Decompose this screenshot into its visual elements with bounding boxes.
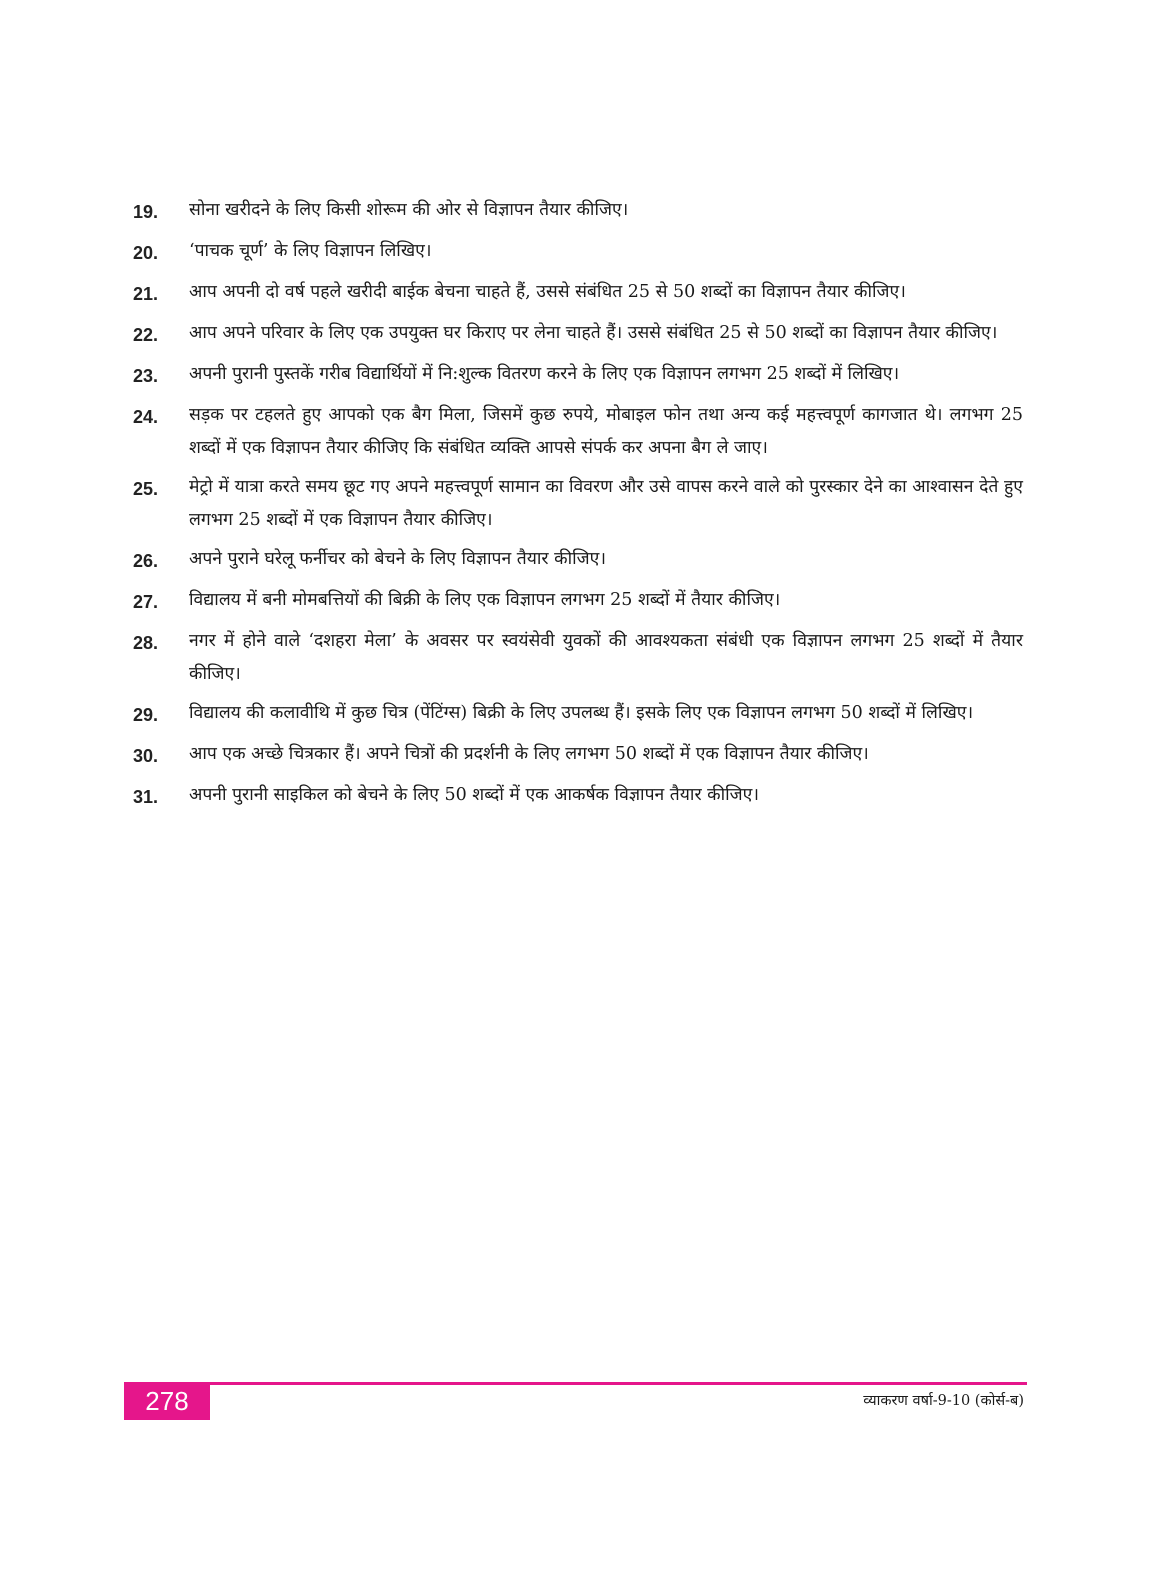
question-item: [133, 471, 1023, 537]
question-item: [133, 276, 1023, 311]
question-number: 26.: [133, 551, 159, 571]
question-text: सोना खरीदने के लिए किसी शोरूम की ओर से विज्ञापन तैयार कीजिए।: [189, 200, 629, 220]
question-number: 22.: [133, 325, 159, 345]
question-number: 29.: [133, 705, 159, 725]
question-item: [133, 317, 1023, 352]
question-item: [133, 235, 1023, 270]
question-item: [133, 584, 1023, 619]
question-item: [133, 399, 1023, 465]
question-text: नगर में होने वाले ‘दशहरा मेला’ के अवसर पर स्वयंसेवी युवकों की आवश्यकता संबंधी एक विज्ञापन लगभग 25 शब्दों में तैयार कीजिए।: [189, 631, 1023, 684]
question-text: अपनी पुरानी साइकिल को बेचने के लिए 50 शब्दों में एक आकर्षक विज्ञापन तैयार कीजिए।: [189, 785, 759, 805]
question-text: सड़क पर टहलते हुए आपको एक बैग मिला, जिसमें कुछ रुपये, मोबाइल फोन तथा अन्य कई महत्त्वपूर्ण कागजात थे। लगभग 25 शब्दों में एक विज्ञापन तैयार कीजिए कि संबंधित व्यक्ति आपसे संपर्क कर अपना बैग ले जाए।: [189, 405, 1023, 458]
question-item: [133, 625, 1023, 691]
question-number: 20.: [133, 243, 159, 263]
question-item: [133, 358, 1023, 393]
question-item: [133, 543, 1023, 578]
question-item: [133, 779, 1023, 814]
footer-divider: [124, 1382, 1027, 1385]
question-number: 19.: [133, 202, 159, 222]
question-item: [133, 194, 1023, 229]
question-text: आप अपने परिवार के लिए एक उपयुक्त घर किराए पर लेना चाहते हैं। उससे संबंधित 25 से 50 शब्दों का विज्ञापन तैयार कीजिए।: [189, 323, 998, 343]
question-number: 27.: [133, 592, 159, 612]
question-number: 23.: [133, 366, 159, 386]
question-text: आप अपनी दो वर्ष पहले खरीदी बाईक बेचना चाहते हैं, उससे संबंधित 25 से 50 शब्दों का विज्ञापन तैयार कीजिए।: [189, 282, 906, 302]
question-number: 30.: [133, 746, 159, 766]
page-number-badge: [124, 1382, 210, 1420]
question-item: [133, 697, 1023, 732]
question-text: आप एक अच्छे चित्रकार हैं। अपने चित्रों की प्रदर्शनी के लिए लगभग 50 शब्दों में एक विज्ञापन तैयार कीजिए।: [189, 744, 869, 764]
question-number: 25.: [133, 479, 159, 499]
page-number: 278: [145, 1386, 189, 1416]
question-text: अपने पुराने घरेलू फर्नीचर को बेचने के लिए विज्ञापन तैयार कीजिए।: [189, 549, 606, 569]
question-list: [133, 194, 1023, 820]
question-text: मेट्रो में यात्रा करते समय छूट गए अपने महत्त्वपूर्ण सामान का विवरण और उसे वापस करने वाले को पुरस्कार देने का आश्वासन देते हुए लगभग 25 शब्दों में एक विज्ञापन तैयार कीजिए।: [189, 477, 1023, 530]
question-text: अपनी पुरानी पुस्तकें गरीब विद्यार्थियों में नि:शुल्क वितरण करने के लिए एक विज्ञापन लगभग 25 शब्दों में लिखिए।: [189, 364, 900, 384]
running-footer-title: व्याकरण वर्षा-9-10 (कोर्स-ब): [863, 1393, 1024, 1409]
question-number: 24.: [133, 407, 159, 427]
question-number: 28.: [133, 633, 159, 653]
question-item: [133, 738, 1023, 773]
question-number: 31.: [133, 787, 159, 807]
question-text: विद्यालय की कलावीथि में कुछ चित्र (पेंटिंग्स) बिक्री के लिए उपलब्ध हैं। इसके लिए एक विज्ञापन लगभग 50 शब्दों में लिखिए।: [189, 703, 974, 723]
question-number: 21.: [133, 284, 159, 304]
question-text: विद्यालय में बनी मोमबत्तियों की बिक्री के लिए एक विज्ञापन लगभग 25 शब्दों में तैयार कीजिए।: [189, 590, 781, 610]
question-text: ‘पाचक चूर्ण’ के लिए विज्ञापन लिखिए।: [189, 241, 432, 261]
